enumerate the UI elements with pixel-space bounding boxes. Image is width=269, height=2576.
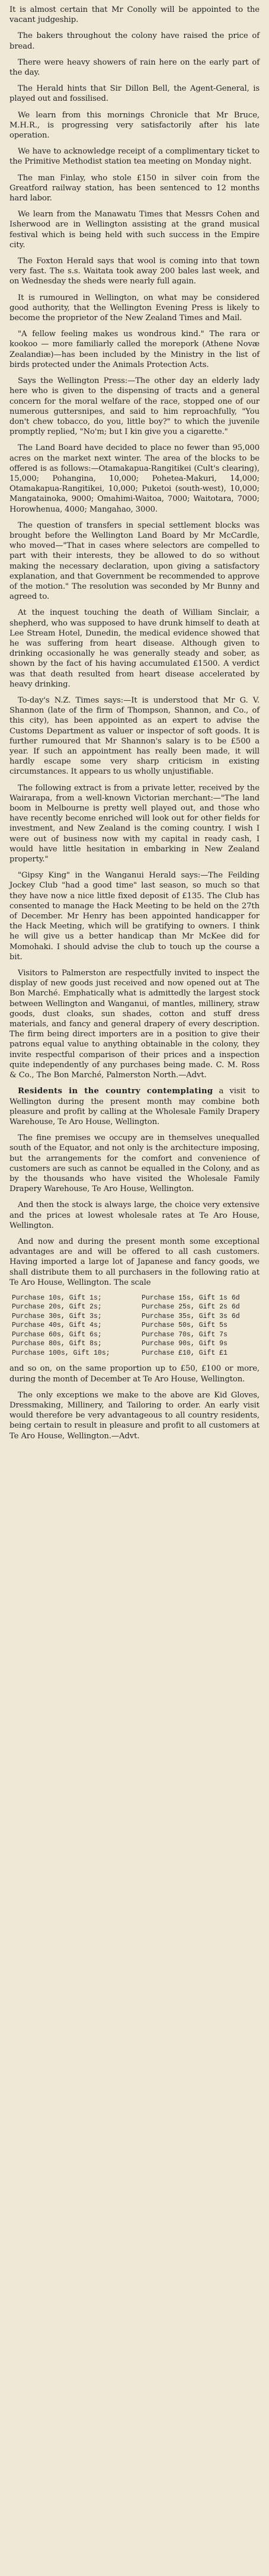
price-scale-entry: Purchase 60s, Gift 6s; bbox=[12, 1330, 102, 1339]
news-paragraph: The following extract is from a private letter, received by the Wairarapa, from a well-known Victorian merchant:—"The land boom in Melbourne is pretty well played out, and those who have recently become enriched will look out for other fields for investment, and New Zealand is the coming country. I wish I were out of business now with my capital in ready cash, I would have little hesitation in embarking in New Zealand property." bbox=[9, 783, 260, 864]
news-paragraph: We have to acknowledge receipt of a complimentary ticket to the Primitive Methodist station tea meeting on Monday night. bbox=[9, 147, 260, 167]
price-scale-entry: Purchase 25s, Gift 2s 6d bbox=[142, 1303, 240, 1311]
news-paragraph: It is almost certain that Mr Conolly will be appointed to the vacant judgeship. bbox=[9, 5, 260, 25]
news-paragraph: Says the Wellington Press:—The other day an elderly lady here who is given to the dispensing of tracts and a general concern for the moral welfare of the race, stopped one of our numerous guttersnipes, and said to him reproachfully, "You don't chew tobacco, do you, little boy?" to which the juvenile promptly replied, "No'm; but I kin give you a cigarette." bbox=[9, 376, 260, 437]
price-scale-entry: Purchase 15s, Gift 1s 6d bbox=[142, 1294, 240, 1302]
news-paragraph: To-day's N.Z. Times says:—It is understood that Mr G. V. Shannon (late of the firm of Thompson, Shannon, and Co., of this city), has been appointed as an expert to advise the Customs Department as valuer or inspector of soft goods. It is further rumoured that Mr Shannon's salary is to be £500 a year. If such an appointment has really been made, it will hardly escape some very sharp criticism in existing circumstances. It appears to us wholly unjustifiable. bbox=[9, 695, 260, 777]
price-scale-entry: Purchase 80s, Gift 8s; bbox=[12, 1340, 102, 1348]
advertisement-paragraph: And then the stock is always large, the choice very extensive and the prices at lowest wholesale rates at Te Aro House, Wellington. bbox=[9, 1201, 260, 1230]
advertisement-paragraph: and so on, on the same proportion up to £50, £100 or more, during the month of December at Te Aro House, Wellington. bbox=[9, 1364, 260, 1384]
price-scale-entry: Purchase 40s, Gift 4s; bbox=[12, 1321, 102, 1330]
news-paragraph: The Herald hints that Sir Dillon Bell, the Agent-General, is played out and fossilised. bbox=[9, 84, 260, 104]
price-scale-entry: Purchase 50s, Gift 5s bbox=[142, 1321, 228, 1330]
price-scale-entry: Purchase 90s, Gift 9s bbox=[142, 1340, 228, 1348]
news-paragraph: The bakers throughout the colony have raised the price of bread. bbox=[9, 31, 260, 51]
news-paragraph: There were heavy showers of rain here on the early part of the day. bbox=[9, 58, 260, 78]
advertisement-paragraph: The fine premises we occupy are in themselves unequalled south of the Equator, and not only is the architecture imposing, but the arrangements for the comfort and convenience of customers are such as cannot be equalled in the Colony, and as by the thousands who have visited the Wholesale Family Drapery Warehouse, Te Aro House, Wellington. bbox=[9, 1134, 260, 1194]
advertisement-lead-paragraph: Residents in the country contemplating a visit to Wellington during the present month may combine both pleasure and profit by calling at the Wholesale Family Drapery Warehouse, Te Aro House, Wellington. bbox=[9, 1087, 260, 1126]
news-paragraph: "A fellow feeling makes us wondrous kind." The rara or kookoo — more familiarly called the morepork (Athene Novæ Zealandiæ)—has been included by the Ministry in the list of birds protected under the Animals Protection Acts. bbox=[9, 330, 260, 369]
news-paragraph: "Gipsy King" in the Wanganui Herald says:—The Feilding Jockey Club "had a good time" last season, so much so that they have now a nice little fixed deposit of £135. The Club has consented to manage the Hack Meeting to be held on the 27th of December. Mr Henry has been appointed handicapper for the Hack Meeting, which will be gratifying to owners. I think he will give us a better handicap than Mr McKee did for Momohaki. I should advise the club to touch up the course a bit. bbox=[9, 871, 260, 962]
advertisement-paragraph: Visitors to Palmerston are respectfully invited to inspect the display of new goods just received and now opened out at The Bon Marché. Emphatically what is admittedly the largest stock between Wellington and Wanganui, of mantles, millinery, straw goods, dust cloaks, sun shades, cotton and stuff dress materials, and fancy and general drapery of every description. The firm being direct importers are in a position to give their patrons equal value to anything obtainable in the colony, they invite respectful comparison of their prices and a inspection quite independently of any purchases being made. C. M. Ross & Co., The Bon Marché, Palmerston North.—Advt. bbox=[9, 969, 260, 1080]
news-paragraph: The man Finlay, who stole £150 in silver coin from the Greatford railway station, has been sentenced to 12 months hard labor. bbox=[9, 173, 260, 203]
price-scale-entry: Purchase £10, Gift £1 bbox=[142, 1349, 228, 1357]
price-scale-entry: Purchase 100s, Gift 10s; bbox=[12, 1349, 110, 1357]
news-paragraph: The Foxton Herald says that wool is coming into that town very fast. The s.s. Waitata took away 200 bales last week, and on Wednesday the sheds were nearly full again. bbox=[9, 257, 260, 286]
news-paragraph: The Land Board have decided to place no fewer than 95,000 acres on the market next winter. The area of the blocks to be offered is as follows:—Otamakapua-Rangitikei (Cult's clearing), 15,000; Pohangina, 10,000; Pohetea-Makuri, 14,000; Otamakapua-Rangitikei, 10,000; Puketoi (south-west), 10,000; Mangatainoka, 9000; Omahimi-Waitoa, 7000; Waitotara, 7000; Horowhenua, 4000; Mangahao, 3000. bbox=[9, 443, 260, 514]
news-paragraph: We learn from this mornings Chronicle that Mr Bruce, M.H.R., is progressing very satisfactorily after his late operation. bbox=[9, 110, 260, 141]
price-scale-entry: Purchase 35s, Gift 3s 6d bbox=[142, 1312, 240, 1320]
price-scale-entry: Purchase 70s, Gift 7s bbox=[142, 1330, 228, 1339]
price-scale-entry: Purchase 30s, Gift 3s; bbox=[12, 1312, 102, 1320]
news-paragraph: We learn from the Manawatu Times that Messrs Cohen and Isherwood are in Wellington assisting at the grand musical festival which is being held with such success in the Empire city. bbox=[9, 210, 260, 250]
news-paragraph: It is rumoured in Wellington, on what may be considered good authority, that the Wellington Evening Press is likely to become the proprietor of the New Zealand Times and Mail. bbox=[9, 293, 260, 323]
advertisement-paragraph: And now and during the present month some exceptional advantages are and will be offered to all cash customers. Having imported a large lot of Japanese and fancy goods, we shall distribute them to all purchasers in the following ratio at Te Aro House, Wellington. The scale bbox=[9, 1237, 260, 1287]
advertisement-paragraph: The only exceptions we make to the above are Kid Gloves, Dressmaking, Millinery, and Tailoring to order. An early visit would therefore be very advantageous to all country residents, being certain to result in pleasure and profit to all customers at Te Aro House, Wellington.—Advt. bbox=[9, 1390, 260, 1441]
purchase-gift-scale bbox=[12, 1294, 260, 1358]
price-scale-entry: Purchase 10s, Gift 1s; bbox=[12, 1294, 102, 1302]
price-scale-entry: Purchase 20s, Gift 2s; bbox=[12, 1303, 102, 1311]
news-paragraph: The question of transfers in special settlement blocks was brought before the Wellington Land Board by Mr McCardle, who moved—"That in cases where selectors are compelled to part with their interests, they be allowed to do so without making the necessary declaration, upon giving a satisfactory explanation, and that Government be recommended to approve of the motion." The resolution was seconded by Mr Bunny and agreed to. bbox=[9, 521, 260, 602]
news-paragraph: At the inquest touching the death of William Sinclair, a shepherd, who was supposed to have drunk himself to death at Lee Stream Hotel, Dunedin, the medical evidence showed that he was suffering from heart disease. Although given to drinking occasionally he was generally steady and sober, as shown by the fact of his having accumulated £1500. A verdict was that death resulted from heart disease accelerated by heavy drinking. bbox=[9, 608, 260, 689]
advertisement-lead-words: Residents in the country contemplating bbox=[18, 1087, 213, 1096]
